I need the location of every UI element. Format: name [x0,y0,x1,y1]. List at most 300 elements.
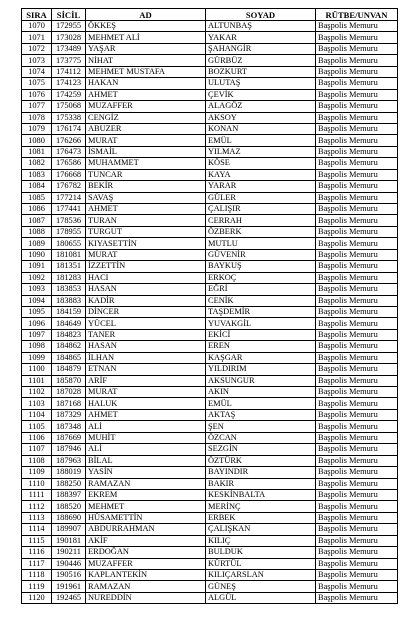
sicil-cell: 187963 [52,455,86,466]
sira-cell: 1083 [22,169,52,180]
rutbe-cell: Başpolis Memuru [316,123,398,134]
sira-cell: 1094 [22,295,52,306]
rutbe-cell: Başpolis Memuru [316,592,398,603]
ad-cell: MUZAFFER [86,558,206,569]
soyad-cell: AKTAŞ [206,409,316,420]
table-row [22,341,398,352]
soyad-cell: ÖZTÜRK [206,455,316,466]
sira-cell: 1119 [22,581,52,592]
soyad-cell: ULUTAŞ [206,78,316,89]
soyad-cell: GÜRBÜZ [206,55,316,66]
rutbe-cell: Başpolis Memuru [316,387,398,398]
ad-cell: KIYASETTİN [86,238,206,249]
table-row [22,592,398,603]
table-row [22,421,398,432]
table-row [22,501,398,512]
rutbe-cell: Başpolis Memuru [316,375,398,386]
rutbe-cell: Başpolis Memuru [316,21,398,32]
table-row [22,306,398,317]
sira-cell: 1097 [22,329,52,340]
table-row [22,524,398,535]
header-sicil: SİCİL [52,9,86,21]
sicil-cell: 189907 [52,524,86,535]
soyad-cell: AKSOY [206,112,316,123]
ad-cell: YAŞAR [86,43,206,54]
header-rutbe: RÜTBE/UNVAN [316,9,398,21]
table-body [22,21,398,604]
ad-cell: RAMAZAN [86,478,206,489]
soyad-cell: KILIÇARSLAN [206,570,316,581]
table-row [22,89,398,100]
ad-cell: TUNCAR [86,169,206,180]
table-row [22,55,398,66]
rutbe-cell: Başpolis Memuru [316,204,398,215]
table-row [22,467,398,478]
sicil-cell: 176668 [52,169,86,180]
table-row [22,387,398,398]
rutbe-cell: Başpolis Memuru [316,421,398,432]
rutbe-cell: Başpolis Memuru [316,78,398,89]
ad-cell: MURAT [86,387,206,398]
ad-cell: AHMET [86,89,206,100]
sira-cell: 1070 [22,21,52,32]
rutbe-cell: Başpolis Memuru [316,55,398,66]
table-row [22,558,398,569]
sicil-cell: 176174 [52,123,86,134]
ad-cell: HACI [86,272,206,283]
ad-cell: EKREM [86,489,206,500]
ad-cell: NİHAT [86,55,206,66]
soyad-cell: ERKOÇ [206,272,316,283]
sira-cell: 1116 [22,547,52,558]
ad-cell: HÜSAMETTİN [86,512,206,523]
ad-cell: ALİ [86,444,206,455]
sicil-cell: 172955 [52,21,86,32]
soyad-cell: KÖSE [206,158,316,169]
rutbe-cell: Başpolis Memuru [316,570,398,581]
sicil-cell: 176266 [52,135,86,146]
table-row [22,570,398,581]
table-row [22,295,398,306]
rutbe-cell: Başpolis Memuru [316,192,398,203]
ad-cell: NUREDDİN [86,592,206,603]
rutbe-cell: Başpolis Memuru [316,272,398,283]
rutbe-cell: Başpolis Memuru [316,318,398,329]
table-row [22,284,398,295]
rutbe-cell: Başpolis Memuru [316,238,398,249]
sicil-cell: 187669 [52,432,86,443]
table-row [22,158,398,169]
sicil-cell: 187348 [52,421,86,432]
ad-cell: RAMAZAN [86,581,206,592]
rutbe-cell: Başpolis Memuru [316,501,398,512]
table-row [22,455,398,466]
ad-cell: TURAN [86,215,206,226]
ad-cell: AHMET [86,409,206,420]
soyad-cell: YILMAZ [206,146,316,157]
table-row [22,32,398,43]
ad-cell: ABDURRAHMAN [86,524,206,535]
table-row [22,352,398,363]
sira-cell: 1071 [22,32,52,43]
table-row [22,535,398,546]
table-row [22,478,398,489]
ad-cell: TANER [86,329,206,340]
sira-cell: 1099 [22,352,52,363]
sira-cell: 1072 [22,43,52,54]
personnel-table [21,8,398,604]
sicil-cell: 184865 [52,352,86,363]
ad-cell: AHMET [86,204,206,215]
sicil-cell: 187329 [52,409,86,420]
sira-cell: 1113 [22,512,52,523]
sicil-cell: 191961 [52,581,86,592]
soyad-cell: EKİCİ [206,329,316,340]
sira-cell: 1082 [22,158,52,169]
ad-cell: DİNCER [86,306,206,317]
table-row [22,101,398,112]
sira-cell: 1080 [22,135,52,146]
rutbe-cell: Başpolis Memuru [316,43,398,54]
rutbe-cell: Başpolis Memuru [316,409,398,420]
ad-cell: AKİF [86,535,206,546]
rutbe-cell: Başpolis Memuru [316,512,398,523]
table-row [22,226,398,237]
table-row [22,112,398,123]
header-ad: AD [86,9,206,21]
table-row [22,204,398,215]
soyad-cell: EĞRİ [206,284,316,295]
rutbe-cell: Başpolis Memuru [316,467,398,478]
soyad-cell: ŞEN [206,421,316,432]
rutbe-cell: Başpolis Memuru [316,146,398,157]
sira-cell: 1087 [22,215,52,226]
sira-cell: 1112 [22,501,52,512]
rutbe-cell: Başpolis Memuru [316,181,398,192]
soyad-cell: GÜNEŞ [206,581,316,592]
sicil-cell: 174123 [52,78,86,89]
rutbe-cell: Başpolis Memuru [316,295,398,306]
ad-cell: İLHAN [86,352,206,363]
table-row [22,272,398,283]
soyad-cell: KÜRTÜL [206,558,316,569]
soyad-cell: KAŞGAR [206,352,316,363]
ad-cell: MUHAMMET [86,158,206,169]
rutbe-cell: Başpolis Memuru [316,306,398,317]
sira-cell: 1073 [22,55,52,66]
sicil-cell: 192465 [52,592,86,603]
table-row [22,78,398,89]
ad-cell: TURGUT [86,226,206,237]
sicil-cell: 175068 [52,101,86,112]
table-row [22,169,398,180]
ad-cell: ERDOĞAN [86,547,206,558]
sira-cell: 1078 [22,112,52,123]
sira-cell: 1075 [22,78,52,89]
soyad-cell: YARAR [206,181,316,192]
soyad-cell: MUTLU [206,238,316,249]
sira-cell: 1108 [22,455,52,466]
soyad-cell: BOZKURT [206,66,316,77]
soyad-cell: TAŞDEMİR [206,306,316,317]
table-row [22,329,398,340]
sicil-cell: 176473 [52,146,86,157]
soyad-cell: KESKİNBALTA [206,489,316,500]
sira-cell: 1079 [22,123,52,134]
sicil-cell: 178536 [52,215,86,226]
rutbe-cell: Başpolis Memuru [316,169,398,180]
rutbe-cell: Başpolis Memuru [316,432,398,443]
sicil-cell: 187168 [52,398,86,409]
ad-cell: BİLAL [86,455,206,466]
table-row [22,432,398,443]
rutbe-cell: Başpolis Memuru [316,478,398,489]
sicil-cell: 188019 [52,467,86,478]
rutbe-cell: Başpolis Memuru [316,112,398,123]
sicil-cell: 184823 [52,329,86,340]
soyad-cell: EREN [206,341,316,352]
ad-cell: ÖKKEŞ [86,21,206,32]
ad-cell: İSMAİL [86,146,206,157]
sira-cell: 1098 [22,341,52,352]
sira-cell: 1117 [22,558,52,569]
ad-cell: HAKAN [86,78,206,89]
soyad-cell: MERİNÇ [206,501,316,512]
sira-cell: 1109 [22,467,52,478]
table-row [22,135,398,146]
table-row [22,123,398,134]
soyad-cell: AKSUNGUR [206,375,316,386]
table-row [22,261,398,272]
soyad-cell: SEZGİN [206,444,316,455]
table-row [22,489,398,500]
ad-cell: ARİF [86,375,206,386]
table-row [22,215,398,226]
sira-cell: 1115 [22,535,52,546]
sira-cell: 1091 [22,261,52,272]
soyad-cell: BAYINDIR [206,467,316,478]
rutbe-cell: Başpolis Memuru [316,558,398,569]
rutbe-cell: Başpolis Memuru [316,489,398,500]
table-row [22,21,398,32]
soyad-cell: ŞAHANGİR [206,43,316,54]
soyad-cell: YILDIRIM [206,364,316,375]
table-row [22,547,398,558]
table-row [22,43,398,54]
sira-cell: 1090 [22,249,52,260]
table-row [22,249,398,260]
soyad-cell: ÇEVİK [206,89,316,100]
ad-cell: MURAT [86,135,206,146]
sicil-cell: 183853 [52,284,86,295]
sira-cell: 1085 [22,192,52,203]
soyad-cell: YUVAKGİL [206,318,316,329]
sicil-cell: 173489 [52,43,86,54]
soyad-cell: ÖZCAN [206,432,316,443]
table-header-row [22,9,398,21]
table-row [22,444,398,455]
table-row [22,146,398,157]
rutbe-cell: Başpolis Memuru [316,547,398,558]
sicil-cell: 188250 [52,478,86,489]
soyad-cell: KONAN [206,123,316,134]
sira-cell: 1111 [22,489,52,500]
sicil-cell: 184862 [52,341,86,352]
sicil-cell: 184649 [52,318,86,329]
sira-cell: 1100 [22,364,52,375]
rutbe-cell: Başpolis Memuru [316,101,398,112]
soyad-cell: ALTUNBAŞ [206,21,316,32]
sira-cell: 1104 [22,409,52,420]
table-row [22,581,398,592]
soyad-cell: ALGÜL [206,592,316,603]
soyad-cell: BULDUK [206,547,316,558]
ad-cell: KAPLANTEKİN [86,570,206,581]
sira-cell: 1114 [22,524,52,535]
sicil-cell: 180655 [52,238,86,249]
rutbe-cell: Başpolis Memuru [316,455,398,466]
rutbe-cell: Başpolis Memuru [316,89,398,100]
sira-cell: 1076 [22,89,52,100]
sira-cell: 1088 [22,226,52,237]
sira-cell: 1118 [22,570,52,581]
sicil-cell: 177214 [52,192,86,203]
table-row [22,375,398,386]
rutbe-cell: Başpolis Memuru [316,249,398,260]
sicil-cell: 181351 [52,261,86,272]
rutbe-cell: Başpolis Memuru [316,329,398,340]
ad-cell: HASAN [86,284,206,295]
ad-cell: MURAT [86,249,206,260]
table-row [22,364,398,375]
sicil-cell: 187946 [52,444,86,455]
rutbe-cell: Başpolis Memuru [316,352,398,363]
sicil-cell: 183883 [52,295,86,306]
rutbe-cell: Başpolis Memuru [316,32,398,43]
ad-cell: ETNAN [86,364,206,375]
rutbe-cell: Başpolis Memuru [316,261,398,272]
rutbe-cell: Başpolis Memuru [316,215,398,226]
rutbe-cell: Başpolis Memuru [316,581,398,592]
soyad-cell: GÜLER [206,192,316,203]
header-soyad: SOYAD [206,9,316,21]
soyad-cell: EMÜL [206,135,316,146]
sicil-cell: 188397 [52,489,86,500]
ad-cell: MEHMET ALİ [86,32,206,43]
ad-cell: BEKİR [86,181,206,192]
table-row [22,66,398,77]
ad-cell: HALUK [86,398,206,409]
sicil-cell: 173028 [52,32,86,43]
sicil-cell: 190181 [52,535,86,546]
soyad-cell: ALAGÖZ [206,101,316,112]
sira-cell: 1103 [22,398,52,409]
ad-cell: CENGİZ [86,112,206,123]
rutbe-cell: Başpolis Memuru [316,364,398,375]
sira-cell: 1106 [22,432,52,443]
sicil-cell: 184159 [52,306,86,317]
ad-cell: YASİN [86,467,206,478]
sira-cell: 1096 [22,318,52,329]
sicil-cell: 185870 [52,375,86,386]
sicil-cell: 177441 [52,204,86,215]
sira-cell: 1101 [22,375,52,386]
table-row [22,398,398,409]
sira-cell: 1084 [22,181,52,192]
ad-cell: SAVAŞ [86,192,206,203]
sira-cell: 1081 [22,146,52,157]
ad-cell: ABUZER [86,123,206,134]
soyad-cell: GÜVENİR [206,249,316,260]
rutbe-cell: Başpolis Memuru [316,66,398,77]
sicil-cell: 190211 [52,547,86,558]
ad-cell: HASAN [86,341,206,352]
soyad-cell: ÇALIŞIR [206,204,316,215]
table-row [22,181,398,192]
sicil-cell: 178955 [52,226,86,237]
table-row [22,318,398,329]
sira-cell: 1092 [22,272,52,283]
rutbe-cell: Başpolis Memuru [316,158,398,169]
sicil-cell: 174259 [52,89,86,100]
sira-cell: 1074 [22,66,52,77]
table-row [22,238,398,249]
sicil-cell: 190446 [52,558,86,569]
soyad-cell: BAYKUŞ [206,261,316,272]
sira-cell: 1089 [22,238,52,249]
sicil-cell: 175338 [52,112,86,123]
ad-cell: MUHİT [86,432,206,443]
sira-cell: 1086 [22,204,52,215]
soyad-cell: BAKIR [206,478,316,489]
soyad-cell: CERRAH [206,215,316,226]
ad-cell: ALİ [86,421,206,432]
rutbe-cell: Başpolis Memuru [316,135,398,146]
ad-cell: MUZAFFER [86,101,206,112]
soyad-cell: CENİK [206,295,316,306]
sicil-cell: 176782 [52,181,86,192]
table-row [22,409,398,420]
rutbe-cell: Başpolis Memuru [316,524,398,535]
sira-cell: 1110 [22,478,52,489]
ad-cell: MEHMET MUSTAFA [86,66,206,77]
sicil-cell: 173775 [52,55,86,66]
soyad-cell: KILIÇ [206,535,316,546]
soyad-cell: AKIN [206,387,316,398]
ad-cell: YÜCEL [86,318,206,329]
ad-cell: İZZETTİN [86,261,206,272]
sicil-cell: 176586 [52,158,86,169]
table-row [22,512,398,523]
rutbe-cell: Başpolis Memuru [316,444,398,455]
sicil-cell: 184879 [52,364,86,375]
rutbe-cell: Başpolis Memuru [316,341,398,352]
sira-cell: 1093 [22,284,52,295]
rutbe-cell: Başpolis Memuru [316,398,398,409]
rutbe-cell: Başpolis Memuru [316,226,398,237]
sira-cell: 1105 [22,421,52,432]
sicil-cell: 188690 [52,512,86,523]
sicil-cell: 187028 [52,387,86,398]
rutbe-cell: Başpolis Memuru [316,535,398,546]
soyad-cell: ÖZBERK [206,226,316,237]
table-row [22,192,398,203]
sira-cell: 1077 [22,101,52,112]
sira-cell: 1120 [22,592,52,603]
soyad-cell: KAYA [206,169,316,180]
sicil-cell: 181283 [52,272,86,283]
sicil-cell: 190516 [52,570,86,581]
